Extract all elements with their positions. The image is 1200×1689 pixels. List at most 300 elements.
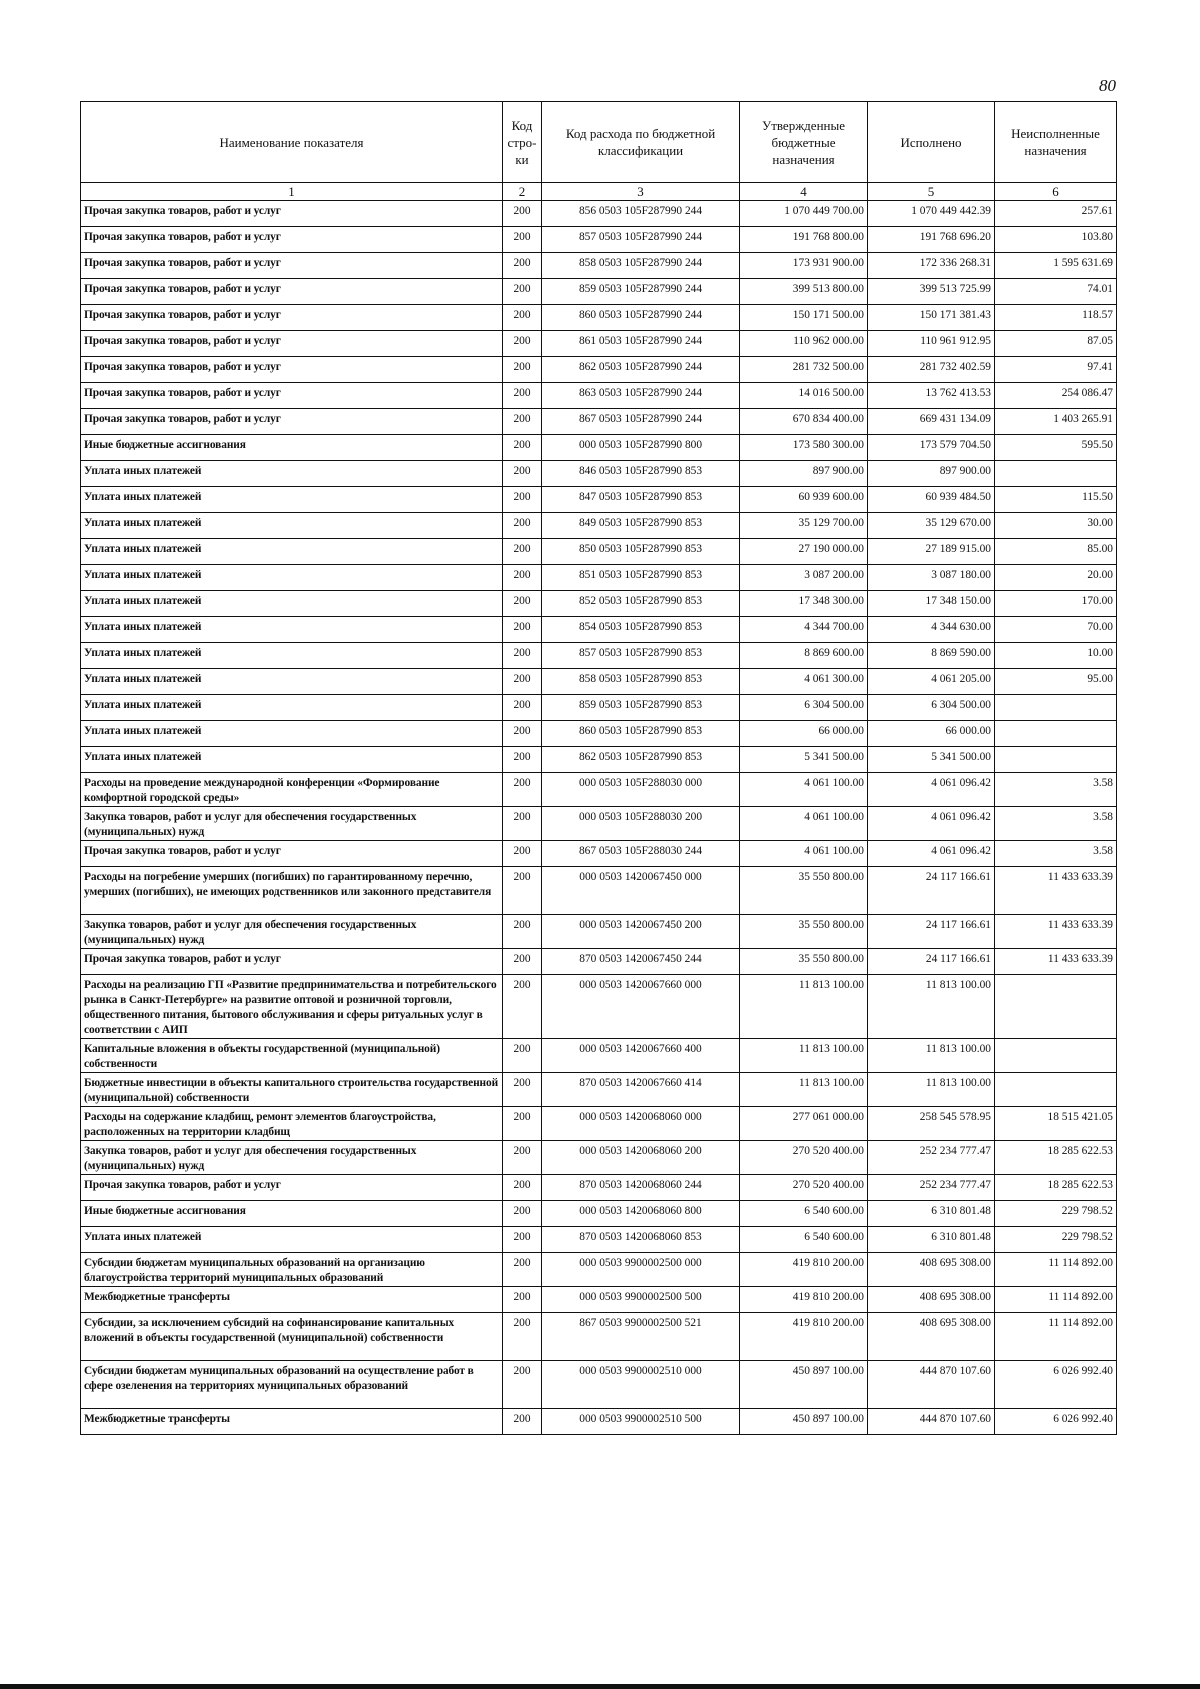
line-code: 200 xyxy=(503,1039,542,1073)
executed-amount: 110 961 912.95 xyxy=(868,331,995,357)
table-row xyxy=(81,1253,1117,1287)
expense-code: 859 0503 105F287990 244 xyxy=(542,279,740,305)
indicator-name: Прочая закупка товаров, работ и услуг xyxy=(81,305,503,331)
executed-amount: 24 117 166.61 xyxy=(868,867,995,915)
indicator-name: Прочая закупка товаров, работ и услуг xyxy=(81,409,503,435)
unexecuted-amount: 103.80 xyxy=(995,227,1117,253)
expense-code: 849 0503 105F287990 853 xyxy=(542,513,740,539)
approved-amount: 35 129 700.00 xyxy=(740,513,868,539)
expense-code: 000 0503 105F288030 000 xyxy=(542,773,740,807)
line-code: 200 xyxy=(503,1409,542,1435)
column-number: 2 xyxy=(503,183,542,201)
approved-amount: 450 897 100.00 xyxy=(740,1361,868,1409)
table-row xyxy=(81,513,1117,539)
line-code: 200 xyxy=(503,1073,542,1107)
indicator-name: Уплата иных платежей xyxy=(81,487,503,513)
expense-code: 851 0503 105F287990 853 xyxy=(542,565,740,591)
expense-code: 000 0503 1420067450 000 xyxy=(542,867,740,915)
indicator-name: Расходы на содержание кладбищ, ремонт элементов благоустройства, расположенных на территории кладбищ xyxy=(81,1107,503,1141)
header-approved: Утвержденные бюджетные назначения xyxy=(740,102,868,183)
table-row xyxy=(81,773,1117,807)
table-row xyxy=(81,975,1117,1039)
line-code: 200 xyxy=(503,331,542,357)
unexecuted-amount: 18 515 421.05 xyxy=(995,1107,1117,1141)
line-code: 200 xyxy=(503,383,542,409)
approved-amount: 4 061 300.00 xyxy=(740,669,868,695)
table-row xyxy=(81,841,1117,867)
approved-amount: 6 304 500.00 xyxy=(740,695,868,721)
executed-amount: 172 336 268.31 xyxy=(868,253,995,279)
unexecuted-amount: 595.50 xyxy=(995,435,1117,461)
unexecuted-amount xyxy=(995,461,1117,487)
table-row xyxy=(81,487,1117,513)
approved-amount: 35 550 800.00 xyxy=(740,915,868,949)
line-code: 200 xyxy=(503,949,542,975)
executed-amount: 6 310 801.48 xyxy=(868,1227,995,1253)
expense-code: 000 0503 1420068060 200 xyxy=(542,1141,740,1175)
executed-amount: 6 310 801.48 xyxy=(868,1201,995,1227)
line-code: 200 xyxy=(503,1313,542,1361)
executed-amount: 281 732 402.59 xyxy=(868,357,995,383)
indicator-name: Уплата иных платежей xyxy=(81,539,503,565)
column-number: 4 xyxy=(740,183,868,201)
unexecuted-amount: 11 114 892.00 xyxy=(995,1287,1117,1313)
expense-code: 852 0503 105F287990 853 xyxy=(542,591,740,617)
unexecuted-amount xyxy=(995,747,1117,773)
line-code: 200 xyxy=(503,867,542,915)
executed-amount: 6 304 500.00 xyxy=(868,695,995,721)
executed-amount: 399 513 725.99 xyxy=(868,279,995,305)
table-row xyxy=(81,357,1117,383)
unexecuted-amount: 97.41 xyxy=(995,357,1117,383)
approved-amount: 4 061 100.00 xyxy=(740,807,868,841)
header-line-code: Код стро-ки xyxy=(503,102,542,183)
indicator-name: Прочая закупка товаров, работ и услуг xyxy=(81,279,503,305)
line-code: 200 xyxy=(503,1227,542,1253)
executed-amount: 11 813 100.00 xyxy=(868,1073,995,1107)
expense-code: 850 0503 105F287990 853 xyxy=(542,539,740,565)
executed-amount: 4 061 096.42 xyxy=(868,841,995,867)
indicator-name: Расходы на проведение международной конференции «Формирование комфортной городской среды» xyxy=(81,773,503,807)
expense-code: 857 0503 105F287990 244 xyxy=(542,227,740,253)
table-row xyxy=(81,1361,1117,1409)
table-row xyxy=(81,669,1117,695)
line-code: 200 xyxy=(503,565,542,591)
approved-amount: 897 900.00 xyxy=(740,461,868,487)
approved-amount: 270 520 400.00 xyxy=(740,1175,868,1201)
approved-amount: 419 810 200.00 xyxy=(740,1313,868,1361)
table-row xyxy=(81,1409,1117,1435)
table-row xyxy=(81,1201,1117,1227)
line-code: 200 xyxy=(503,305,542,331)
table-row xyxy=(81,253,1117,279)
executed-amount: 66 000.00 xyxy=(868,721,995,747)
header-executed: Исполнено xyxy=(868,102,995,183)
approved-amount: 5 341 500.00 xyxy=(740,747,868,773)
executed-amount: 897 900.00 xyxy=(868,461,995,487)
header-name: Наименование показателя xyxy=(81,102,503,183)
line-code: 200 xyxy=(503,1287,542,1313)
indicator-name: Закупка товаров, работ и услуг для обеспечения государственных (муниципальных) нужд xyxy=(81,915,503,949)
approved-amount: 6 540 600.00 xyxy=(740,1227,868,1253)
approved-amount: 4 061 100.00 xyxy=(740,841,868,867)
table-row xyxy=(81,949,1117,975)
indicator-name: Прочая закупка товаров, работ и услуг xyxy=(81,201,503,227)
line-code: 200 xyxy=(503,975,542,1039)
executed-amount: 173 579 704.50 xyxy=(868,435,995,461)
unexecuted-amount: 70.00 xyxy=(995,617,1117,643)
unexecuted-amount: 115.50 xyxy=(995,487,1117,513)
expense-code: 862 0503 105F287990 853 xyxy=(542,747,740,773)
table-body xyxy=(81,201,1117,1435)
unexecuted-amount: 10.00 xyxy=(995,643,1117,669)
indicator-name: Межбюджетные трансферты xyxy=(81,1409,503,1435)
executed-amount: 8 869 590.00 xyxy=(868,643,995,669)
executed-amount: 252 234 777.47 xyxy=(868,1175,995,1201)
expense-code: 860 0503 105F287990 853 xyxy=(542,721,740,747)
executed-amount: 252 234 777.47 xyxy=(868,1141,995,1175)
table-row xyxy=(81,305,1117,331)
approved-amount: 419 810 200.00 xyxy=(740,1253,868,1287)
unexecuted-amount: 11 114 892.00 xyxy=(995,1253,1117,1287)
line-code: 200 xyxy=(503,487,542,513)
executed-amount: 669 431 134.09 xyxy=(868,409,995,435)
indicator-name: Уплата иных платежей xyxy=(81,617,503,643)
table-row xyxy=(81,721,1117,747)
unexecuted-amount xyxy=(995,1073,1117,1107)
expense-code: 000 0503 105F288030 200 xyxy=(542,807,740,841)
approved-amount: 150 171 500.00 xyxy=(740,305,868,331)
indicator-name: Прочая закупка товаров, работ и услуг xyxy=(81,331,503,357)
line-code: 200 xyxy=(503,1175,542,1201)
unexecuted-amount: 118.57 xyxy=(995,305,1117,331)
column-number: 3 xyxy=(542,183,740,201)
expense-code: 867 0503 105F288030 244 xyxy=(542,841,740,867)
expense-code: 854 0503 105F287990 853 xyxy=(542,617,740,643)
executed-amount: 150 171 381.43 xyxy=(868,305,995,331)
approved-amount: 35 550 800.00 xyxy=(740,949,868,975)
approved-amount: 11 813 100.00 xyxy=(740,975,868,1039)
approved-amount: 173 580 300.00 xyxy=(740,435,868,461)
line-code: 200 xyxy=(503,1141,542,1175)
line-code: 200 xyxy=(503,721,542,747)
expense-code: 000 0503 9900002500 000 xyxy=(542,1253,740,1287)
approved-amount: 1 070 449 700.00 xyxy=(740,201,868,227)
header-unexecuted: Неисполненные назначения xyxy=(995,102,1117,183)
unexecuted-amount: 3.58 xyxy=(995,773,1117,807)
unexecuted-amount: 254 086.47 xyxy=(995,383,1117,409)
table-row xyxy=(81,1287,1117,1313)
unexecuted-amount: 170.00 xyxy=(995,591,1117,617)
expense-code: 862 0503 105F287990 244 xyxy=(542,357,740,383)
unexecuted-amount: 6 026 992.40 xyxy=(995,1409,1117,1435)
expense-code: 857 0503 105F287990 853 xyxy=(542,643,740,669)
approved-amount: 270 520 400.00 xyxy=(740,1141,868,1175)
unexecuted-amount: 74.01 xyxy=(995,279,1117,305)
expense-code: 859 0503 105F287990 853 xyxy=(542,695,740,721)
indicator-name: Уплата иных платежей xyxy=(81,1227,503,1253)
approved-amount: 11 813 100.00 xyxy=(740,1039,868,1073)
expense-code: 861 0503 105F287990 244 xyxy=(542,331,740,357)
unexecuted-amount: 257.61 xyxy=(995,201,1117,227)
executed-amount: 17 348 150.00 xyxy=(868,591,995,617)
line-code: 200 xyxy=(503,461,542,487)
line-code: 200 xyxy=(503,915,542,949)
line-code: 200 xyxy=(503,841,542,867)
unexecuted-amount: 11 433 633.39 xyxy=(995,915,1117,949)
unexecuted-amount: 3.58 xyxy=(995,841,1117,867)
executed-amount: 3 087 180.00 xyxy=(868,565,995,591)
expense-code: 867 0503 105F287990 244 xyxy=(542,409,740,435)
budget-execution-table xyxy=(80,101,1117,1435)
approved-amount: 191 768 800.00 xyxy=(740,227,868,253)
unexecuted-amount xyxy=(995,695,1117,721)
executed-amount: 35 129 670.00 xyxy=(868,513,995,539)
indicator-name: Уплата иных платежей xyxy=(81,695,503,721)
indicator-name: Прочая закупка товаров, работ и услуг xyxy=(81,253,503,279)
approved-amount: 11 813 100.00 xyxy=(740,1073,868,1107)
approved-amount: 60 939 600.00 xyxy=(740,487,868,513)
unexecuted-amount: 18 285 622.53 xyxy=(995,1175,1117,1201)
expense-code: 858 0503 105F287990 244 xyxy=(542,253,740,279)
unexecuted-amount: 3.58 xyxy=(995,807,1117,841)
line-code: 200 xyxy=(503,1253,542,1287)
table-row xyxy=(81,807,1117,841)
approved-amount: 35 550 800.00 xyxy=(740,867,868,915)
table-row xyxy=(81,409,1117,435)
line-code: 200 xyxy=(503,1201,542,1227)
line-code: 200 xyxy=(503,227,542,253)
executed-amount: 4 061 096.42 xyxy=(868,773,995,807)
indicator-name: Уплата иных платежей xyxy=(81,513,503,539)
indicator-name: Межбюджетные трансферты xyxy=(81,1287,503,1313)
executed-amount: 1 070 449 442.39 xyxy=(868,201,995,227)
executed-amount: 4 061 205.00 xyxy=(868,669,995,695)
indicator-name: Капитальные вложения в объекты государственной (муниципальной) собственности xyxy=(81,1039,503,1073)
table-row xyxy=(81,867,1117,915)
line-code: 200 xyxy=(503,807,542,841)
line-code: 200 xyxy=(503,279,542,305)
table-row xyxy=(81,201,1117,227)
unexecuted-amount xyxy=(995,975,1117,1039)
unexecuted-amount: 87.05 xyxy=(995,331,1117,357)
unexecuted-amount: 229 798.52 xyxy=(995,1201,1117,1227)
indicator-name: Уплата иных платежей xyxy=(81,461,503,487)
executed-amount: 408 695 308.00 xyxy=(868,1253,995,1287)
line-code: 200 xyxy=(503,669,542,695)
table-row xyxy=(81,1175,1117,1201)
column-number: 5 xyxy=(868,183,995,201)
executed-amount: 60 939 484.50 xyxy=(868,487,995,513)
approved-amount: 419 810 200.00 xyxy=(740,1287,868,1313)
approved-amount: 6 540 600.00 xyxy=(740,1201,868,1227)
indicator-name: Иные бюджетные ассигнования xyxy=(81,1201,503,1227)
expense-code: 847 0503 105F287990 853 xyxy=(542,487,740,513)
approved-amount: 8 869 600.00 xyxy=(740,643,868,669)
indicator-name: Прочая закупка товаров, работ и услуг xyxy=(81,357,503,383)
line-code: 200 xyxy=(503,747,542,773)
executed-amount: 11 813 100.00 xyxy=(868,1039,995,1073)
indicator-name: Расходы на реализацию ГП «Развитие предпринимательства и потребительского рынка в Санкт-Петербурге» на развитие оптовой и розничной торговли, общественного питания, бытового обслуживания и сферы ритуальных услуг в соответствии с АИП xyxy=(81,975,503,1039)
line-code: 200 xyxy=(503,357,542,383)
approved-amount: 399 513 800.00 xyxy=(740,279,868,305)
indicator-name: Уплата иных платежей xyxy=(81,643,503,669)
indicator-name: Уплата иных платежей xyxy=(81,591,503,617)
indicator-name: Уплата иных платежей xyxy=(81,747,503,773)
indicator-name: Иные бюджетные ассигнования xyxy=(81,435,503,461)
table-row xyxy=(81,1107,1117,1141)
unexecuted-amount: 85.00 xyxy=(995,539,1117,565)
line-code: 200 xyxy=(503,695,542,721)
table-row xyxy=(81,227,1117,253)
indicator-name: Прочая закупка товаров, работ и услуг xyxy=(81,383,503,409)
approved-amount: 14 016 500.00 xyxy=(740,383,868,409)
expense-code: 000 0503 105F287990 800 xyxy=(542,435,740,461)
expense-code: 867 0503 9900002500 521 xyxy=(542,1313,740,1361)
line-code: 200 xyxy=(503,409,542,435)
expense-code: 870 0503 1420067660 414 xyxy=(542,1073,740,1107)
expense-code: 846 0503 105F287990 853 xyxy=(542,461,740,487)
expense-code: 858 0503 105F287990 853 xyxy=(542,669,740,695)
expense-code: 000 0503 1420067660 000 xyxy=(542,975,740,1039)
table-row xyxy=(81,1141,1117,1175)
expense-code: 000 0503 1420067660 400 xyxy=(542,1039,740,1073)
executed-amount: 258 545 578.95 xyxy=(868,1107,995,1141)
executed-amount: 13 762 413.53 xyxy=(868,383,995,409)
table-row xyxy=(81,591,1117,617)
approved-amount: 173 931 900.00 xyxy=(740,253,868,279)
table-row xyxy=(81,539,1117,565)
line-code: 200 xyxy=(503,617,542,643)
indicator-name: Субсидии, за исключением субсидий на софинансирование капитальных вложений в объекты государственной (муниципальной) собственности xyxy=(81,1313,503,1361)
executed-amount: 408 695 308.00 xyxy=(868,1287,995,1313)
unexecuted-amount: 11 433 633.39 xyxy=(995,949,1117,975)
expense-code: 870 0503 1420068060 853 xyxy=(542,1227,740,1253)
indicator-name: Прочая закупка товаров, работ и услуг xyxy=(81,227,503,253)
column-number: 1 xyxy=(81,183,503,201)
approved-amount: 670 834 400.00 xyxy=(740,409,868,435)
indicator-name: Закупка товаров, работ и услуг для обеспечения государственных (муниципальных) нужд xyxy=(81,1141,503,1175)
line-code: 200 xyxy=(503,435,542,461)
unexecuted-amount: 30.00 xyxy=(995,513,1117,539)
line-code: 200 xyxy=(503,539,542,565)
executed-amount: 444 870 107.60 xyxy=(868,1361,995,1409)
column-number-row xyxy=(81,183,1117,201)
executed-amount: 191 768 696.20 xyxy=(868,227,995,253)
indicator-name: Прочая закупка товаров, работ и услуг xyxy=(81,1175,503,1201)
page-number: 80 xyxy=(1099,76,1116,95)
indicator-name: Закупка товаров, работ и услуг для обеспечения государственных (муниципальных) нужд xyxy=(81,807,503,841)
approved-amount: 27 190 000.00 xyxy=(740,539,868,565)
expense-code: 870 0503 1420067450 244 xyxy=(542,949,740,975)
table-row xyxy=(81,279,1117,305)
indicator-name: Расходы на погребение умерших (погибших) по гарантированному перечню, умерших (погибших), не имеющих родственников или законного представителя xyxy=(81,867,503,915)
table-row xyxy=(81,1073,1117,1107)
unexecuted-amount: 95.00 xyxy=(995,669,1117,695)
column-number: 6 xyxy=(995,183,1117,201)
line-code: 200 xyxy=(503,201,542,227)
expense-code: 863 0503 105F287990 244 xyxy=(542,383,740,409)
executed-amount: 5 341 500.00 xyxy=(868,747,995,773)
indicator-name: Субсидии бюджетам муниципальных образований на организацию благоустройства территорий муниципальных образований xyxy=(81,1253,503,1287)
line-code: 200 xyxy=(503,1361,542,1409)
approved-amount: 3 087 200.00 xyxy=(740,565,868,591)
expense-code: 856 0503 105F287990 244 xyxy=(542,201,740,227)
table-row xyxy=(81,565,1117,591)
executed-amount: 11 813 100.00 xyxy=(868,975,995,1039)
line-code: 200 xyxy=(503,1107,542,1141)
executed-amount: 408 695 308.00 xyxy=(868,1313,995,1361)
unexecuted-amount: 1 595 631.69 xyxy=(995,253,1117,279)
expense-code: 000 0503 1420068060 000 xyxy=(542,1107,740,1141)
expense-code: 000 0503 1420067450 200 xyxy=(542,915,740,949)
expense-code: 000 0503 1420068060 800 xyxy=(542,1201,740,1227)
executed-amount: 444 870 107.60 xyxy=(868,1409,995,1435)
indicator-name: Уплата иных платежей xyxy=(81,669,503,695)
header-expense-code: Код расхода по бюджетной классификации xyxy=(542,102,740,183)
approved-amount: 66 000.00 xyxy=(740,721,868,747)
expense-code: 870 0503 1420068060 244 xyxy=(542,1175,740,1201)
indicator-name: Бюджетные инвестиции в объекты капитального строительства государственной (муниципальной) собственности xyxy=(81,1073,503,1107)
table-row xyxy=(81,695,1117,721)
executed-amount: 24 117 166.61 xyxy=(868,949,995,975)
unexecuted-amount: 18 285 622.53 xyxy=(995,1141,1117,1175)
unexecuted-amount: 6 026 992.40 xyxy=(995,1361,1117,1409)
expense-code: 000 0503 9900002510 000 xyxy=(542,1361,740,1409)
table-row xyxy=(81,915,1117,949)
line-code: 200 xyxy=(503,591,542,617)
table-row xyxy=(81,461,1117,487)
unexecuted-amount: 11 433 633.39 xyxy=(995,867,1117,915)
approved-amount: 4 061 100.00 xyxy=(740,773,868,807)
table-row xyxy=(81,1227,1117,1253)
indicator-name: Субсидии бюджетам муниципальных образований на осуществление работ в сфере озеленения на территориях муниципальных образований xyxy=(81,1361,503,1409)
header-row xyxy=(81,102,1117,183)
expense-code: 000 0503 9900002510 500 xyxy=(542,1409,740,1435)
unexecuted-amount xyxy=(995,721,1117,747)
executed-amount: 24 117 166.61 xyxy=(868,915,995,949)
table-row xyxy=(81,1039,1117,1073)
executed-amount: 4 061 096.42 xyxy=(868,807,995,841)
line-code: 200 xyxy=(503,513,542,539)
unexecuted-amount: 1 403 265.91 xyxy=(995,409,1117,435)
executed-amount: 4 344 630.00 xyxy=(868,617,995,643)
approved-amount: 450 897 100.00 xyxy=(740,1409,868,1435)
approved-amount: 110 962 000.00 xyxy=(740,331,868,357)
table-row xyxy=(81,747,1117,773)
indicator-name: Прочая закупка товаров, работ и услуг xyxy=(81,949,503,975)
executed-amount: 27 189 915.00 xyxy=(868,539,995,565)
unexecuted-amount xyxy=(995,1039,1117,1073)
table-row xyxy=(81,435,1117,461)
indicator-name: Уплата иных платежей xyxy=(81,565,503,591)
line-code: 200 xyxy=(503,643,542,669)
table-row xyxy=(81,643,1117,669)
table-row xyxy=(81,617,1117,643)
expense-code: 000 0503 9900002500 500 xyxy=(542,1287,740,1313)
expense-code: 860 0503 105F287990 244 xyxy=(542,305,740,331)
scan-edge-line xyxy=(0,1684,1200,1689)
approved-amount: 277 061 000.00 xyxy=(740,1107,868,1141)
indicator-name: Прочая закупка товаров, работ и услуг xyxy=(81,841,503,867)
table-row xyxy=(81,1313,1117,1361)
approved-amount: 17 348 300.00 xyxy=(740,591,868,617)
approved-amount: 4 344 700.00 xyxy=(740,617,868,643)
approved-amount: 281 732 500.00 xyxy=(740,357,868,383)
line-code: 200 xyxy=(503,253,542,279)
unexecuted-amount: 229 798.52 xyxy=(995,1227,1117,1253)
line-code: 200 xyxy=(503,773,542,807)
